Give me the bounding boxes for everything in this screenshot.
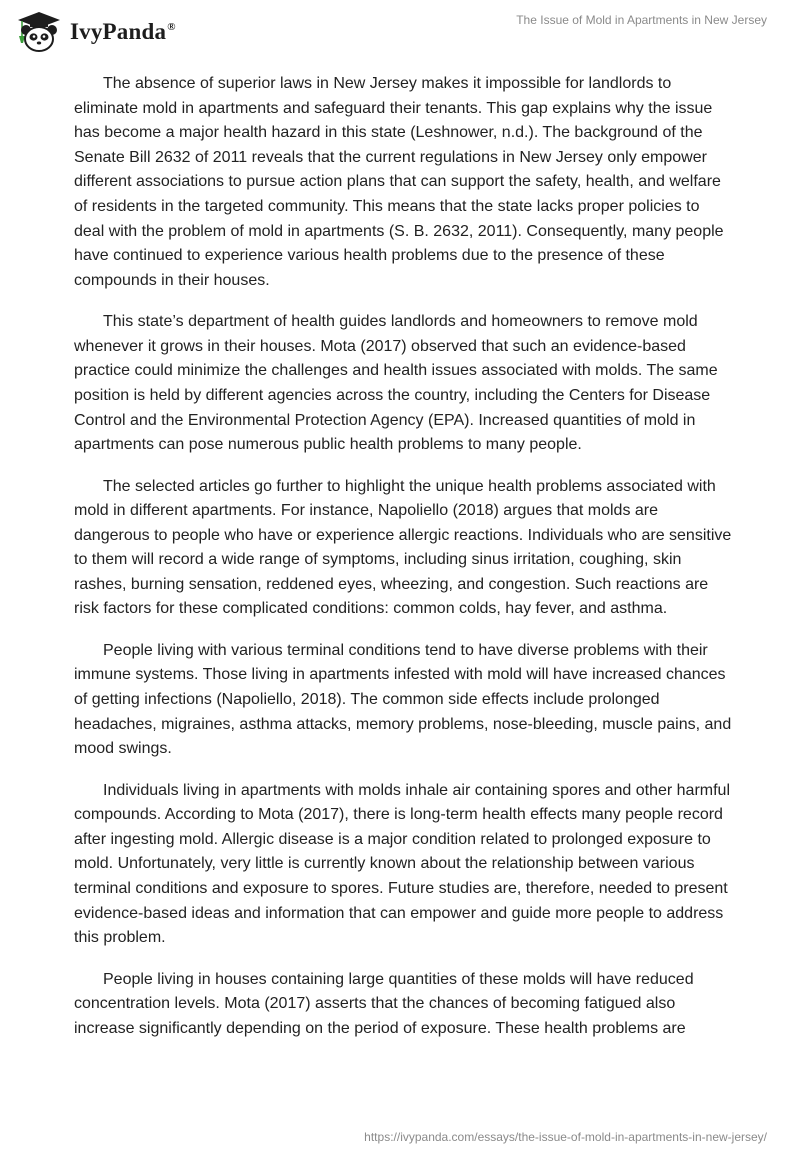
ivypanda-logo[interactable] (14, 10, 176, 54)
paragraph: People living with various terminal conditions tend to have diverse problems with their immune systems. Those living in apartments infested with mold will have increased chances of getting infections (Napoliello, 2018). The common side effects include prolonged headaches, migraines, asthma attacks, memory problems, nose-bleeding, muscle pains, and mood swings. (74, 641, 732, 758)
source-url[interactable]: https://ivypanda.com/essays/the-issue-of-mold-in-apartments-in-new-jersey/ (364, 1130, 767, 1144)
logo-text (70, 19, 176, 45)
paragraph: This state’s department of health guides landlords and homeowners to remove mold whenever it grows in their houses. Mota (2017) observed that such an evidence-based practice could minimize the challenges and health issues associated with molds. The same position is held by different agencies across the country, including the Centers for Disease Control and the Environmental Protection Agency (EPA). Increased quantities of mold in apartments can pose numerous public health problems to many people. (74, 313, 718, 454)
panda-graduate-icon (14, 10, 64, 54)
paragraph: The absence of superior laws in New Jersey makes it impossible for landlords to eliminate mold in apartments and safeguard their tenants. This gap explains why the issue has become a major health hazard in this state (Leshnower, n.d.). The background of the Senate Bill 2632 of 2011 reveals that the current regulations in New Jersey only empower different associations to pursue action plans that can support the safety, health, and welfare of residents in the targeted community. This means that the state lacks proper policies to deal with the problem of mold in apartments (S. B. 2632, 2011). Consequently, many people have continued to experience various health problems due to the presence of these compounds in their houses. (74, 75, 724, 289)
paragraph: The selected articles go further to highlight the unique health problems associated with mold in different apartments. For instance, Napoliello (2018) argues that molds are dangerous to people who have or experience allergic reactions. Individuals who are sensitive to them will record a wide range of symptoms, including sinus irritation, coughing, skin rashes, burning sensation, reddened eyes, wheezing, and congestion. Such reactions are risk factors for these complicated conditions: common colds, hay fever, and asthma. (74, 477, 732, 618)
document-title: The Issue of Mold in Apartments in New Jersey (516, 13, 767, 27)
registered-mark: ® (167, 21, 176, 34)
logo-name: IvyPanda (70, 19, 167, 44)
paragraph: People living in houses containing large quantities of these molds will have reduced concentration levels. Mota (2017) asserts that the chances of becoming fatigued also increase significantly depending on the period of exposure. These health problems are (74, 970, 694, 1037)
paragraph: Individuals living in apartments with molds inhale air containing spores and other harmful compounds. According to Mota (2017), there is long-term health effects many people record after ingesting mold. Allergic disease is a major condition related to prolonged exposure to mold. Unfortunately, very little is currently known about the relationship between various terminal conditions and exposure to spores. Future studies are, therefore, needed to present evidence-based ideas and information that can empower and guide more people to address this problem. (74, 781, 730, 947)
essay-body (74, 72, 734, 1058)
page-header (0, 0, 800, 60)
